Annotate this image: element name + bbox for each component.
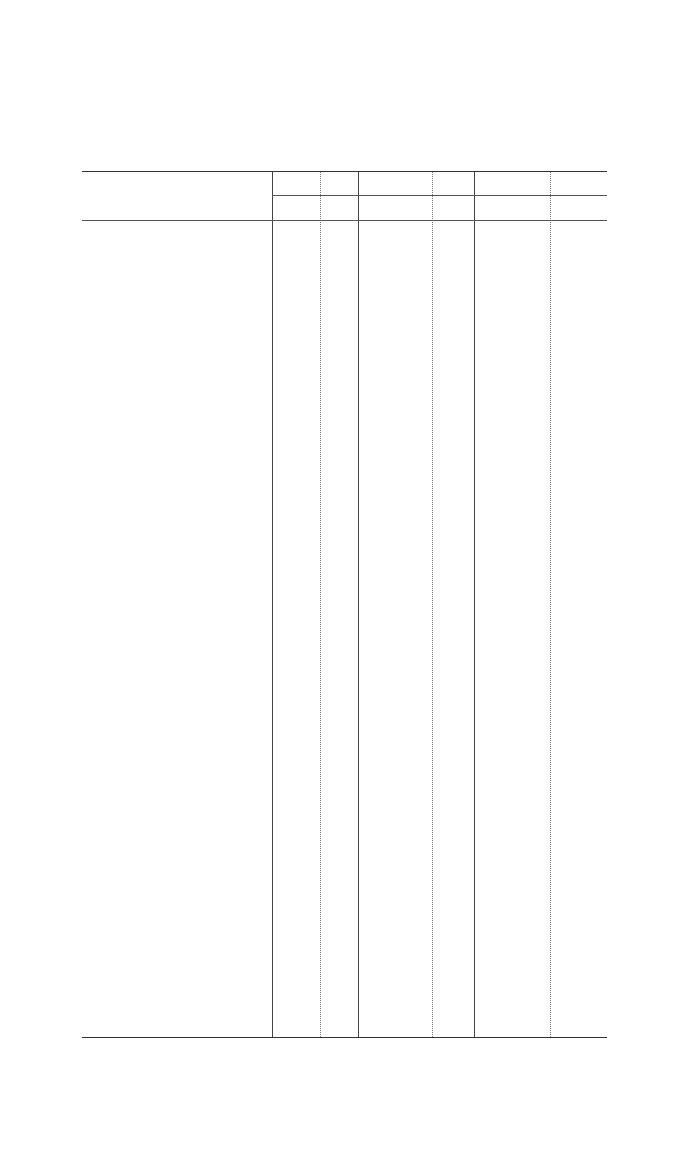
column-divider — [358, 172, 359, 1037]
column-divider — [320, 172, 321, 1037]
export-table — [82, 171, 607, 1038]
header-rule — [82, 220, 607, 221]
column-divider — [432, 172, 433, 1037]
column-divider — [474, 172, 475, 1037]
column-divider — [550, 172, 551, 1037]
column-divider — [272, 172, 273, 1037]
header-rule — [272, 195, 607, 196]
